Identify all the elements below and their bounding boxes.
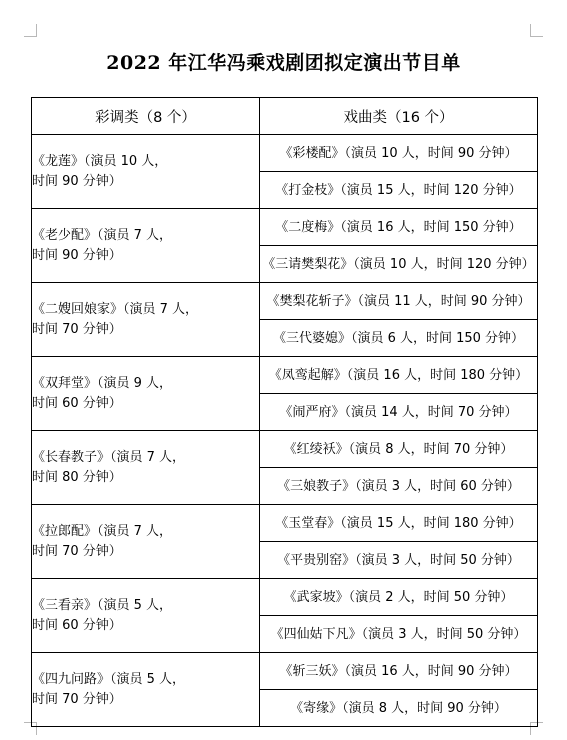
caidiao-cell [32, 431, 260, 505]
caidiao-cell [32, 357, 260, 431]
xiqu-cell: 《玉堂春》（演员 15 人，时间 180 分钟） [260, 505, 538, 542]
caidiao-time-line: 时间 90 分钟） [32, 173, 122, 189]
caidiao-cell [32, 209, 260, 283]
crop-mark-top-left [24, 24, 37, 37]
caidiao-cell [32, 579, 260, 653]
xiqu-cell: 《樊梨花斩子》（演员 11 人，时间 90 分钟） [260, 283, 538, 320]
caidiao-title-line: 《长春教子》（演员 7 人， [32, 449, 186, 465]
xiqu-cell: 《三代婆媳》（演员 6 人，时间 150 分钟） [260, 320, 538, 357]
caidiao-title-line: 《拉郎配》（演员 7 人， [32, 523, 173, 539]
xiqu-cell: 《斩三妖》（演员 16 人，时间 90 分钟） [260, 653, 538, 690]
caidiao-title-line: 《老少配》（演员 7 人， [32, 227, 173, 243]
caidiao-time-line: 时间 70 分钟） [32, 543, 122, 559]
caidiao-time-line: 时间 70 分钟） [32, 321, 122, 337]
header-xiqu: 戏曲类（16 个） [260, 98, 538, 135]
table-row [32, 283, 538, 320]
xiqu-cell: 《寄缘》（演员 8 人，时间 90 分钟） [260, 690, 538, 727]
xiqu-cell: 《闹严府》（演员 14 人，时间 70 分钟） [260, 394, 538, 431]
xiqu-cell: 《武家坡》（演员 2 人，时间 50 分钟） [260, 579, 538, 616]
table-row [32, 135, 538, 172]
xiqu-cell: 《二度梅》（演员 16 人，时间 150 分钟） [260, 209, 538, 246]
caidiao-time-line: 时间 70 分钟） [32, 691, 122, 707]
caidiao-time-line: 时间 90 分钟） [32, 247, 122, 263]
xiqu-cell: 《红绫袄》（演员 8 人，时间 70 分钟） [260, 431, 538, 468]
caidiao-title-line: 《四九问路》（演员 5 人， [32, 671, 186, 687]
caidiao-time-line: 时间 60 分钟） [32, 617, 122, 633]
caidiao-title-line: 《二嫂回娘家》（演员 7 人， [32, 301, 199, 317]
caidiao-time-line: 时间 60 分钟） [32, 395, 122, 411]
document-title: 2022 年江华冯乘戏剧团拟定演出节目单 [106, 52, 461, 74]
caidiao-title-line: 《三看亲》（演员 5 人， [32, 597, 173, 613]
xiqu-cell: 《打金枝》（演员 15 人，时间 120 分钟） [260, 172, 538, 209]
xiqu-cell: 《三娘教子》（演员 3 人，时间 60 分钟） [260, 468, 538, 505]
table-row [32, 209, 538, 246]
caidiao-title-line: 《龙莲》（演员 10 人， [32, 153, 168, 169]
caidiao-time-line: 时间 80 分钟） [32, 469, 122, 485]
caidiao-cell [32, 135, 260, 209]
xiqu-cell: 《彩楼配》（演员 10 人，时间 90 分钟） [260, 135, 538, 172]
program-table [31, 97, 538, 727]
caidiao-cell [32, 505, 260, 579]
table-row [32, 431, 538, 468]
caidiao-cell [32, 653, 260, 727]
xiqu-cell: 《凤鸾起解》（演员 16 人，时间 180 分钟） [260, 357, 538, 394]
table-row [32, 653, 538, 690]
xiqu-cell: 《四仙姑下凡》（演员 3 人，时间 50 分钟） [260, 616, 538, 653]
xiqu-cell: 《三请樊梨花》（演员 10 人，时间 120 分钟） [260, 246, 538, 283]
table-header-row [32, 98, 538, 135]
table-row [32, 579, 538, 616]
table-row [32, 357, 538, 394]
table-row [32, 505, 538, 542]
caidiao-cell [32, 283, 260, 357]
header-caidiao: 彩调类（8 个） [32, 98, 260, 135]
xiqu-cell: 《平贵别窑》（演员 3 人，时间 50 分钟） [260, 542, 538, 579]
crop-mark-top-right [530, 24, 543, 37]
caidiao-title-line: 《双拜堂》（演员 9 人， [32, 375, 173, 391]
